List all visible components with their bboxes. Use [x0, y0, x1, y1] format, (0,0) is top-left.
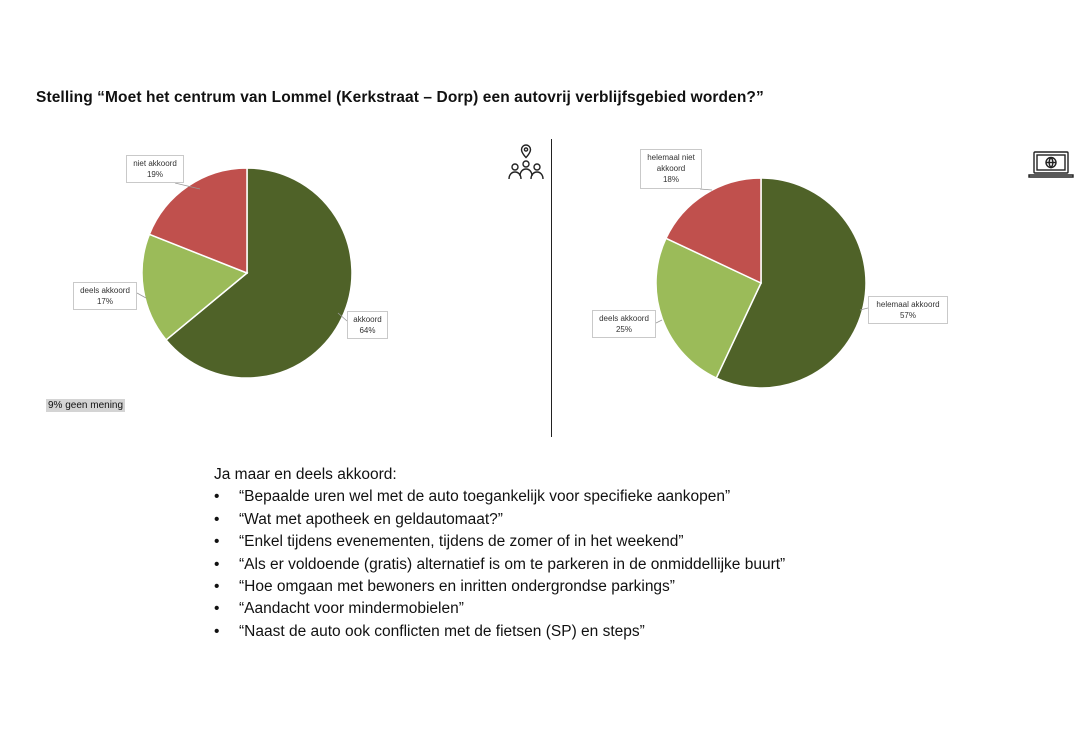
divider: [551, 139, 552, 437]
page-title: Stelling “Moet het centrum van Lommel (Kerkstraat – Dorp) een autovrij verblijfsgebied worden?”: [36, 89, 764, 106]
list-item: • “Naast de auto ook conflicten met de fietsen (SP) en steps”: [214, 621, 785, 643]
slice-label-helemaal-akkoord: helemaal akkoord 57%: [868, 296, 948, 324]
comments-list: [214, 464, 785, 643]
slice-label-akkoord: akkoord 64%: [347, 311, 388, 339]
list-item: • “Bepaalde uren wel met de auto toegankelijk voor specifieke aankopen”: [214, 486, 785, 508]
slice-label-niet-akkoord: niet akkoord 19%: [126, 155, 184, 183]
leader-line: [656, 320, 662, 323]
no-opinion-note: 9% geen mening: [48, 400, 124, 411]
list-item: • “Als er voldoende (gratis) alternatief is om te parkeren in de onmiddellijke buurt”: [214, 554, 785, 576]
list-item: • “Hoe omgaan met bewoners en inritten ondergrondse parkings”: [214, 576, 785, 598]
slice-label-deels-akkoord-right: deels akkoord 25%: [592, 310, 656, 338]
list-item: • “Aandacht voor mindermobielen”: [214, 598, 785, 620]
comments-heading: Ja maar en deels akkoord:: [214, 466, 397, 483]
slice-label-helemaal-niet-akkoord: helemaal niet akkoord 18%: [640, 149, 702, 189]
leader-line: [700, 189, 712, 190]
slice-label-deels-akkoord: deels akkoord 17%: [73, 282, 137, 310]
list-item: • “Enkel tijdens evenementen, tijdens de zomer of in het weekend”: [214, 531, 785, 553]
list-item: • “Wat met apotheek en geldautomaat?”: [214, 509, 785, 531]
